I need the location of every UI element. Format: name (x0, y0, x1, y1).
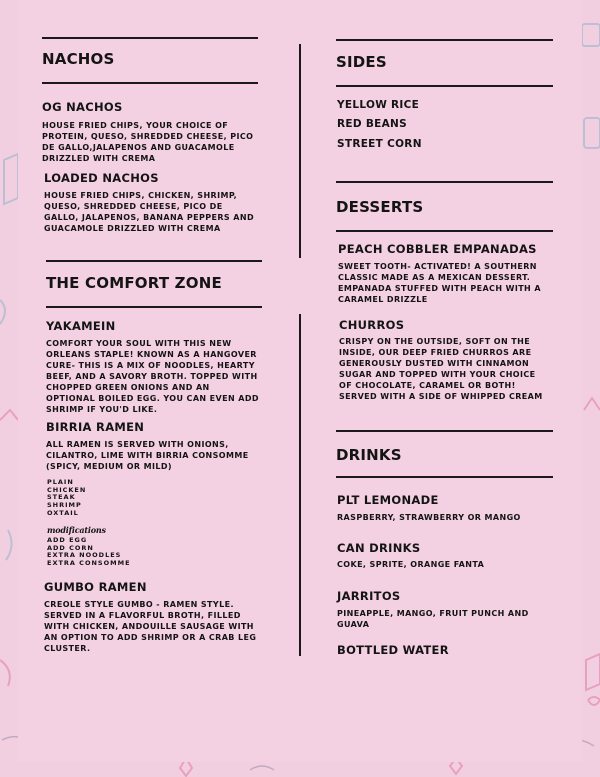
list-item: ADD CORN (47, 543, 94, 552)
item-description: PINEAPPLE, MANGO, FRUIT PUNCH AND GUAVA (337, 609, 529, 629)
list-item: EXTRA NOODLES (47, 551, 122, 560)
menu-item-birria-ramen: BIRRIA RAMEN (46, 420, 145, 434)
menu-item-peach-cobbler-empanadas: PEACH COBBLER EMPANADAS (338, 242, 537, 256)
side-item-yellow-rice: YELLOW RICE (337, 99, 420, 111)
item-description: HOUSE FRIED CHIPS, YOUR CHOICE OF PROTEIN, QUESO, SHREDDED CHEESE, PICO DE GALLO,JALAPENOS AND GUACAMOLE DRIZZLED WITH CREMA (42, 121, 254, 163)
protein-options-list (47, 479, 86, 518)
item-description: COMFORT YOUR SOUL WITH THIS NEW ORLEANS STAPLE! KNOWN AS A HANGOVER CURE- THIS IS A MIX OF NOODLES, HEARTY BEEF, AND A SAVORY BROTH. TOPPED WITH CHOPPED GREEN ONIONS AND AN OPTIONAL BOILED EGG. YOU CAN EVEN ADD SHRIMP IF YOU'D LIKE. (46, 339, 259, 414)
column-divider (299, 44, 301, 258)
item-description: SWEET TOOTH- ACTIVATED! A SOUTHERN CLASSIC MADE AS A MEXICAN DESSERT. EMPANADA STUFFED WITH PEACH WITH A CARAMEL DRIZZLE (338, 262, 541, 304)
item-description: COKE, SPRITE, ORANGE FANTA (337, 560, 485, 569)
menu-item-churros: CHURROS (339, 318, 405, 332)
menu-item-loaded-nachos: LOADED NACHOS (44, 171, 159, 185)
list-item: ADD EGG (47, 536, 88, 544)
divider (46, 260, 262, 262)
menu-item-yakamein: YAKAMEIN (46, 319, 116, 333)
modifications-title: modifications (47, 525, 106, 535)
section-title-sides: SIDES (336, 53, 387, 71)
item-description: ALL RAMEN IS SERVED WITH ONIONS, CILANTRO, LIME WITH BIRRIA CONSOMME (SPICY, MEDIUM OR MILD) (46, 440, 249, 471)
menu-item-gumbo-ramen: GUMBO RAMEN (44, 580, 147, 594)
menu-item-can-drinks: CAN DRINKS (337, 541, 421, 555)
item-description: HOUSE FRIED CHIPS, CHICKEN, SHRIMP, QUESO, SHREDDED CHEESE, PICO DE GALLO, JALAPENOS, BANANA PEPPERS AND GUACAMOLE DRIZZLED WITH CREMA (44, 191, 254, 233)
side-item-street-corn: STREET CORN (337, 138, 422, 150)
section-title-drinks: DRINKS (336, 446, 402, 464)
divider (336, 476, 553, 478)
menu-item-plt-lemonade: PLT LEMONADE (337, 493, 439, 507)
item-description: CREOLE STYLE GUMBO - RAMEN STYLE. SERVED IN A FLAVORFUL BROTH, FILLED WITH CHICKEN, ANDOUILLE SAUSAGE WITH AN OPTION TO ADD SHRIMP OR A CRAB LEG CLUSTER. (44, 600, 257, 653)
divider (336, 230, 553, 232)
divider (336, 85, 553, 87)
divider (46, 306, 262, 308)
list-item: STEAK (47, 493, 76, 502)
divider (42, 82, 258, 84)
column-divider (299, 314, 301, 656)
item-description: CRISPY ON THE OUTSIDE, SOFT ON THE INSIDE, OUR DEEP FRIED CHURROS ARE GENEROUSLY DUSTED WITH CINNAMON SUGAR AND TOPPED WITH YOUR CHOICE OF CHOCOLATE, CARAMEL OR BOTH! SERVED WITH A SIDE OF WHIPPED CREAM (339, 337, 543, 401)
section-title-comfort-zone: THE COMFORT ZONE (46, 274, 222, 292)
item-description: RASPBERRY, STRAWBERRY OR MANGO (337, 513, 521, 522)
list-item: CHICKEN (47, 485, 87, 494)
side-item-red-beans: RED BEANS (337, 118, 407, 130)
section-title-desserts: DESSERTS (336, 198, 424, 216)
modifications-list (47, 537, 131, 568)
menu-item-jarritos: JARRITOS (337, 589, 401, 603)
list-item: PLAIN (47, 478, 74, 486)
divider (336, 430, 553, 432)
divider (42, 37, 258, 39)
list-item: SHRIMP (47, 501, 82, 510)
menu-item-og-nachos: OG NACHOS (42, 100, 123, 114)
list-item: OXTAIL (47, 508, 79, 517)
menu-item-bottled-water: BOTTLED WATER (337, 643, 449, 657)
divider (336, 181, 553, 183)
divider (336, 39, 553, 41)
list-item: EXTRA CONSOMME (47, 559, 131, 568)
section-title-nachos: NACHOS (42, 50, 115, 68)
